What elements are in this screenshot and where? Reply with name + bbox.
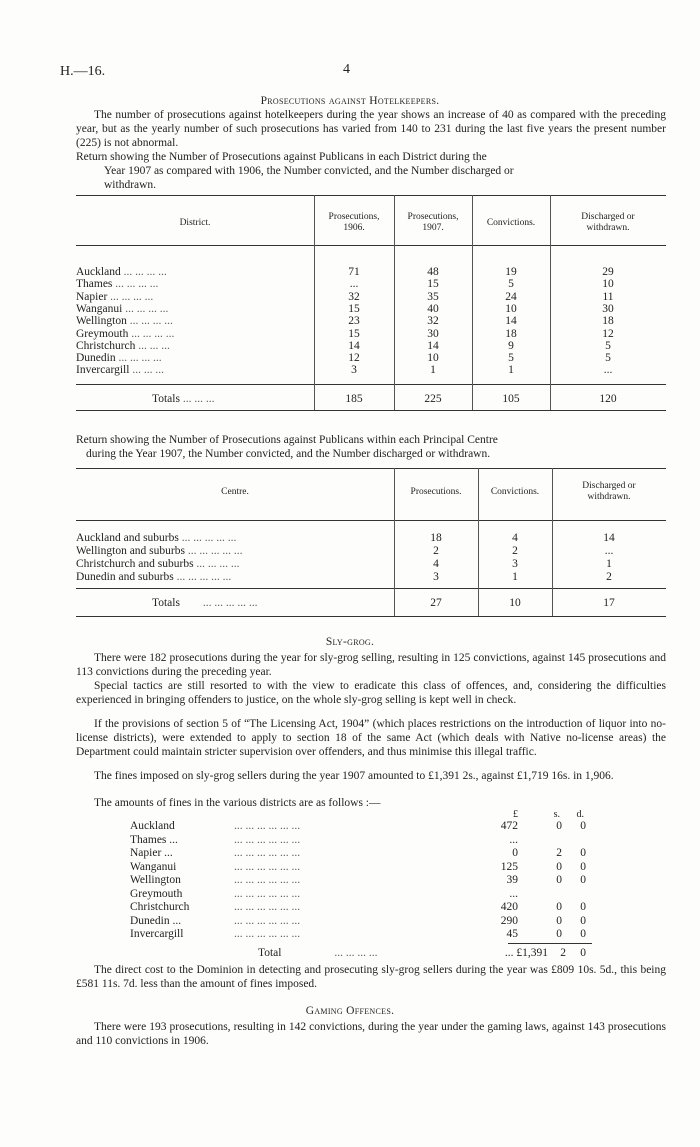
header-district: District.	[179, 218, 211, 228]
district-cell-disc: 18	[602, 315, 614, 328]
header-prosecutions-1906: Prosecutions, 1906.	[328, 212, 380, 233]
centre-cell-conv: 2	[512, 545, 518, 557]
district-cell-disc: 5	[605, 339, 611, 352]
fine-shillings: 0	[556, 901, 562, 913]
total-discharged: 120	[599, 393, 617, 405]
centre-cell-disc: 14	[603, 532, 615, 544]
district-return-title-line-1: Return showing the Number of Prosecutions against Publicans in each District during the	[76, 151, 487, 163]
page-number: 4	[343, 62, 350, 77]
fine-district: Auckland	[130, 820, 175, 832]
fines-total-pounds: ... £1,391	[504, 947, 548, 959]
district-cell-p1906: ...	[349, 278, 359, 291]
centre-row-label: Dunedin and suburbs ... ... ... ... ...	[76, 571, 232, 583]
fine-shillings: 0	[556, 860, 562, 873]
fine-leader-dots: ... ... ... ... ... ...	[234, 928, 301, 940]
sly-grog-heading: Sly-grog.	[325, 636, 375, 648]
header-discharged: Discharged or withdrawn.	[582, 481, 636, 502]
document-reference: H.—16.	[60, 64, 106, 79]
fines-total-pence: 0	[580, 947, 586, 959]
district-cell-disc: 11	[602, 290, 614, 303]
fine-district: Christchurch	[130, 901, 190, 913]
header-convictions: Convictions.	[486, 218, 536, 228]
total-convictions: 10	[509, 597, 521, 609]
fine-pounds: 125	[500, 860, 518, 873]
fine-shillings: 0	[556, 874, 562, 886]
centre-cell-pros: 3	[433, 571, 439, 583]
district-cell-p1906: 23	[348, 315, 360, 328]
district-row-label: Wanganui ... ... ... ...	[76, 302, 169, 315]
fine-district: Wanganui	[130, 860, 177, 873]
district-row-label: Dunedin ... ... ... ...	[76, 352, 162, 365]
district-return-title	[76, 151, 666, 192]
district-cell-p1906: 3	[351, 364, 357, 377]
fine-shillings: 0	[556, 820, 562, 832]
district-cell-p1907: 15	[427, 278, 439, 291]
district-cell-p1907: 14	[427, 339, 439, 352]
centre-cell-conv: 4	[512, 532, 518, 544]
district-cell-p1906: 12	[348, 352, 360, 365]
district-cell-conv: 10	[505, 302, 517, 315]
fines-total-label: Total ... ... ... ...	[258, 947, 378, 959]
district-cell-p1906: 14	[348, 339, 360, 352]
totals-label: Totals ... ... ...	[152, 393, 215, 405]
shillings-header: s.	[553, 809, 560, 820]
fine-leader-dots: ... ... ... ... ... ...	[234, 887, 301, 900]
fine-pence: 0	[580, 901, 586, 913]
district-row-label: Invercargill ... ... ...	[76, 364, 164, 377]
district-cell-p1906: 15	[348, 302, 360, 315]
fine-pence: 0	[580, 860, 586, 873]
total-prosecutions-1907: 225	[424, 393, 442, 405]
fine-pence: 0	[580, 874, 586, 886]
district-cell-disc: 5	[605, 352, 611, 365]
fine-district: Greymouth	[130, 887, 183, 900]
fine-shillings: 0	[556, 928, 562, 940]
total-prosecutions: 27	[430, 597, 442, 609]
district-return-title-line-3: withdrawn.	[104, 178, 157, 191]
table-rule	[76, 588, 666, 589]
fine-leader-dots: ... ... ... ... ... ...	[234, 860, 301, 873]
district-cell-p1906: 32	[348, 290, 360, 303]
centre-cell-pros: 18	[430, 532, 442, 544]
centre-row-label: Wellington and suburbs ... ... ... ... ...	[76, 545, 243, 557]
sly-grog-paragraph-1: There were 182 prosecutions during the year for sly-grog selling, resulting in 125 convictions, against 145 prosecutions and 113 convictions during the preceding year.	[76, 652, 666, 678]
total-discharged: 17	[603, 597, 615, 609]
table-rule	[76, 520, 666, 521]
district-row-label: Greymouth ... ... ... ...	[76, 327, 175, 340]
header-prosecutions-1907: Prosecutions, 1907.	[407, 212, 459, 233]
gaming-paragraph: There were 193 prosecutions, resulting in 142 convictions, during the year under the gaming laws, against 143 prosecutions and 110 convictions in 1906.	[76, 1021, 666, 1047]
table-rule	[76, 245, 666, 246]
table-rule	[76, 616, 666, 617]
fine-district: Dunedin ...	[130, 914, 182, 927]
sly-grog-paragraph-4: The fines imposed on sly-grog sellers during the year 1907 amounted to £1,391 2s., against £1,719 16s. in 1,906.	[94, 770, 614, 782]
pence-header: d.	[576, 809, 584, 820]
centre-cell-disc: ...	[604, 545, 614, 557]
district-cell-conv: 18	[505, 327, 517, 340]
centre-return-title	[76, 434, 666, 462]
table-rule	[76, 410, 666, 411]
centre-return-title-line-2: during the Year 1907, the Number convicted, and the Number discharged or withdrawn.	[86, 447, 491, 460]
fine-pounds: 0	[512, 847, 518, 859]
gaming-heading: Gaming Offences.	[305, 1005, 395, 1017]
district-cell-p1907: 10	[427, 352, 439, 365]
district-cell-p1906: 71	[348, 266, 360, 278]
centre-cell-conv: 1	[512, 571, 518, 583]
district-row-label: Thames ... ... ... ...	[76, 278, 159, 291]
sly-grog-paragraph-2: Special tactics are still resorted to with the view to eradicate this class of offences, and, considering the difficulties experienced in bringing offenders to justice, on the whole sly-grog selling is kept well in check.	[76, 680, 666, 706]
district-cell-disc: 10	[602, 278, 614, 291]
header-centre: Centre.	[221, 487, 249, 497]
sly-grog-paragraph-3: If the provisions of section 5 of “The Licensing Act, 1904” (which places restrictions on the introduction of liquor into no-license districts), were extended to apply to section 18 of the same Act (which deals with Native no-license areas) the Department could maintain stricter supervision over offenders, and thus minimise this illegal traffic.	[76, 718, 666, 758]
hotelkeepers-heading: Prosecutions against Hotelkeepers.	[260, 95, 440, 107]
fine-pounds: ...	[509, 833, 518, 846]
centre-return-title-line-1: Return showing the Number of Prosecutions against Publicans within each Principal Centre	[76, 434, 498, 446]
district-cell-conv: 14	[505, 315, 517, 328]
pounds-header: £	[513, 809, 518, 820]
table-rule	[76, 195, 666, 196]
fine-pence: 0	[580, 847, 586, 859]
table-rule	[76, 468, 666, 469]
centre-cell-conv: 3	[512, 558, 518, 570]
fine-pence: 0	[580, 928, 586, 940]
centre-row-label: Christchurch and suburbs ... ... ... ...	[76, 558, 240, 570]
fine-shillings: 0	[556, 914, 562, 927]
fine-leader-dots: ... ... ... ... ... ...	[234, 914, 301, 927]
district-cell-p1907: 40	[427, 302, 439, 315]
total-rule	[508, 943, 592, 944]
centre-row-label: Auckland and suburbs ... ... ... ... ...	[76, 532, 237, 544]
district-cell-conv: 5	[508, 278, 514, 291]
district-cell-disc: 29	[602, 266, 614, 278]
totals-label: Totals ... ... ... ... ...	[152, 597, 258, 609]
fine-pence: 0	[580, 820, 586, 832]
district-cell-conv: 1	[508, 364, 514, 377]
district-row-label: Christchurch ... ... ...	[76, 339, 170, 352]
fine-district: Napier ...	[130, 847, 173, 859]
fine-leader-dots: ... ... ... ... ... ...	[234, 874, 301, 886]
district-cell-conv: 19	[505, 266, 517, 278]
fine-district: Wellington	[130, 874, 181, 886]
header-discharged: Discharged or withdrawn.	[581, 212, 635, 233]
fine-leader-dots: ... ... ... ... ... ...	[234, 833, 301, 846]
fine-district: Invercargill	[130, 928, 184, 940]
fine-pounds: 420	[500, 901, 518, 913]
district-cell-disc: 12	[602, 327, 614, 340]
district-cell-p1907: 32	[427, 315, 439, 328]
fine-district: Thames ...	[130, 833, 178, 846]
district-row-label: Wellington ... ... ... ...	[76, 315, 173, 328]
district-cell-p1907: 1	[430, 364, 436, 377]
district-cell-p1907: 30	[427, 327, 439, 340]
fine-leader-dots: ... ... ... ... ... ...	[234, 901, 301, 913]
district-cell-p1907: 48	[427, 266, 439, 278]
fine-shillings: 2	[556, 847, 562, 859]
sly-grog-paragraph-6: The direct cost to the Dominion in detecting and prosecuting sly-grog sellers during the year was £809 10s. 5d., this being £581 11s. 7d. less than the amount of fines imposed.	[76, 964, 666, 990]
centre-cell-disc: 2	[606, 571, 612, 583]
district-return-title-line-2: Year 1907 as compared with 1906, the Number convicted, and the Number discharged or	[104, 164, 514, 177]
fine-pounds: 290	[500, 914, 518, 927]
district-cell-disc: 30	[602, 302, 614, 315]
fines-total-shillings: 2	[560, 947, 566, 959]
table-rule	[76, 384, 666, 385]
district-cell-conv: 9	[508, 339, 514, 352]
total-convictions: 105	[502, 393, 520, 405]
district-cell-conv: 5	[508, 352, 514, 365]
fine-pounds: 45	[506, 928, 518, 940]
fine-pence: 0	[580, 914, 586, 927]
fine-pounds: 472	[500, 820, 518, 832]
district-cell-disc: ...	[603, 364, 613, 377]
centre-cell-pros: 4	[433, 558, 439, 570]
total-prosecutions-1906: 185	[345, 393, 363, 405]
header-prosecutions: Prosecutions.	[410, 487, 462, 497]
hotelkeepers-paragraph: The number of prosecutions against hotelkeepers during the year shows an increase of 40 as compared with the preceding year, but as the yearly number of such prosecutions has varied from 140 to 231 during the last five years the present number (225) is not abnormal.	[76, 109, 666, 149]
centre-cell-disc: 1	[606, 558, 612, 570]
district-cell-p1907: 35	[427, 290, 439, 303]
district-row-label: Napier ... ... ... ...	[76, 290, 154, 303]
district-cell-conv: 24	[505, 290, 517, 303]
sly-grog-paragraph-5: The amounts of fines in the various districts are as follows :—	[94, 797, 381, 809]
fine-pounds: ...	[509, 887, 518, 900]
district-cell-p1906: 15	[348, 327, 360, 340]
header-convictions: Convictions.	[490, 487, 540, 497]
centre-cell-pros: 2	[433, 545, 439, 557]
fine-leader-dots: ... ... ... ... ... ...	[234, 820, 301, 832]
fine-leader-dots: ... ... ... ... ... ...	[234, 847, 301, 859]
district-row-label: Auckland ... ... ... ...	[76, 266, 167, 278]
fine-pounds: 39	[506, 874, 518, 886]
